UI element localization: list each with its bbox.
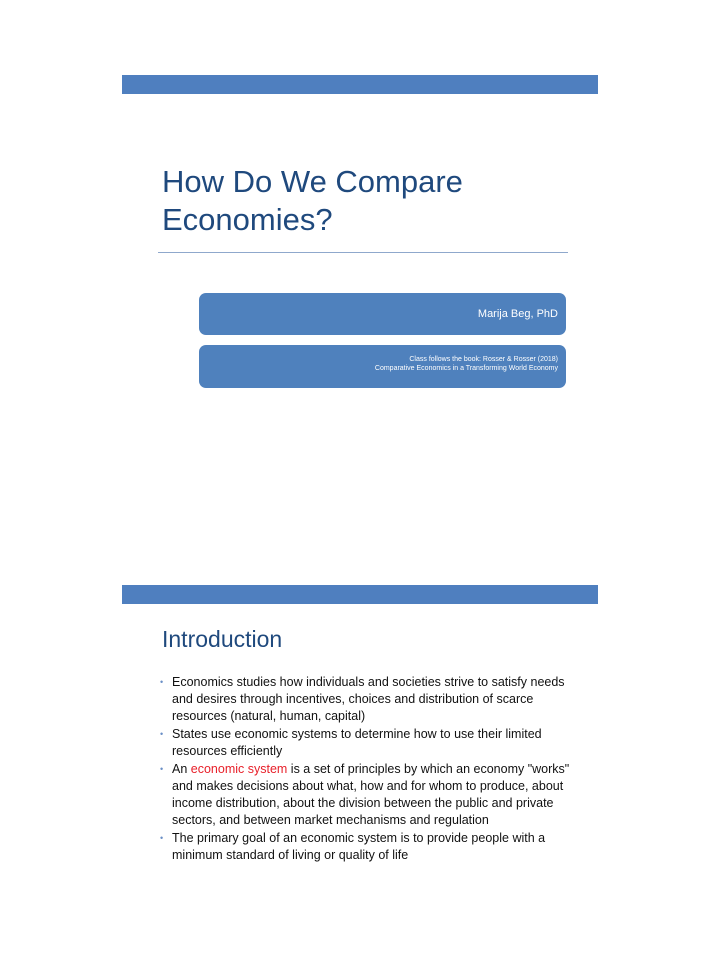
bullet-item xyxy=(160,674,570,725)
highlighted-term: economic system xyxy=(190,762,288,776)
introduction-slide xyxy=(122,585,598,915)
slide-header-bar xyxy=(122,585,598,604)
title-line-2: Economies? xyxy=(162,202,333,237)
bullet-item xyxy=(160,830,570,864)
title-line-1: How Do We Compare xyxy=(162,164,463,199)
bullet-text-suffix: is a set of principles by which an economy "works" and makes decisions about what, how and for whom to produce, about income distribution, about the division between the public and private sectors, and between market mechanisms and regulation xyxy=(172,762,570,827)
bullet-marker: • xyxy=(160,764,164,774)
title-slide xyxy=(122,75,598,420)
title-divider xyxy=(158,252,568,253)
bullet-marker: • xyxy=(160,677,164,687)
book-reference-line-1: Class follows the book: Rosser & Rosser (2018) xyxy=(409,356,558,363)
bullet-marker: • xyxy=(160,833,164,843)
slide-title xyxy=(162,163,582,239)
book-reference-line-2: Comparative Economics in a Transforming World Economy xyxy=(374,365,558,372)
bullet-item xyxy=(160,726,570,760)
slide-header-bar xyxy=(122,75,598,94)
author-name: Marija Beg, PhD xyxy=(477,308,558,320)
bullet-text: The primary goal of an economic system is to provide people with a minimum standard of living or quality of life xyxy=(172,831,546,862)
bullet-text: Economics studies how individuals and societies strive to satisfy needs and desires through incentives, choices and distribution of scarce resources (natural, human, capital) xyxy=(172,675,565,723)
bullet-item xyxy=(160,761,570,829)
book-reference-box xyxy=(199,345,566,388)
bullet-text: States use economic systems to determine how to use their limited resources efficiently xyxy=(172,727,542,758)
bullet-text-prefix: An xyxy=(172,762,191,776)
bullet-marker: • xyxy=(160,729,164,739)
slide-title: Introduction xyxy=(162,626,283,652)
author-box xyxy=(199,293,566,335)
bullet-list xyxy=(160,674,570,865)
